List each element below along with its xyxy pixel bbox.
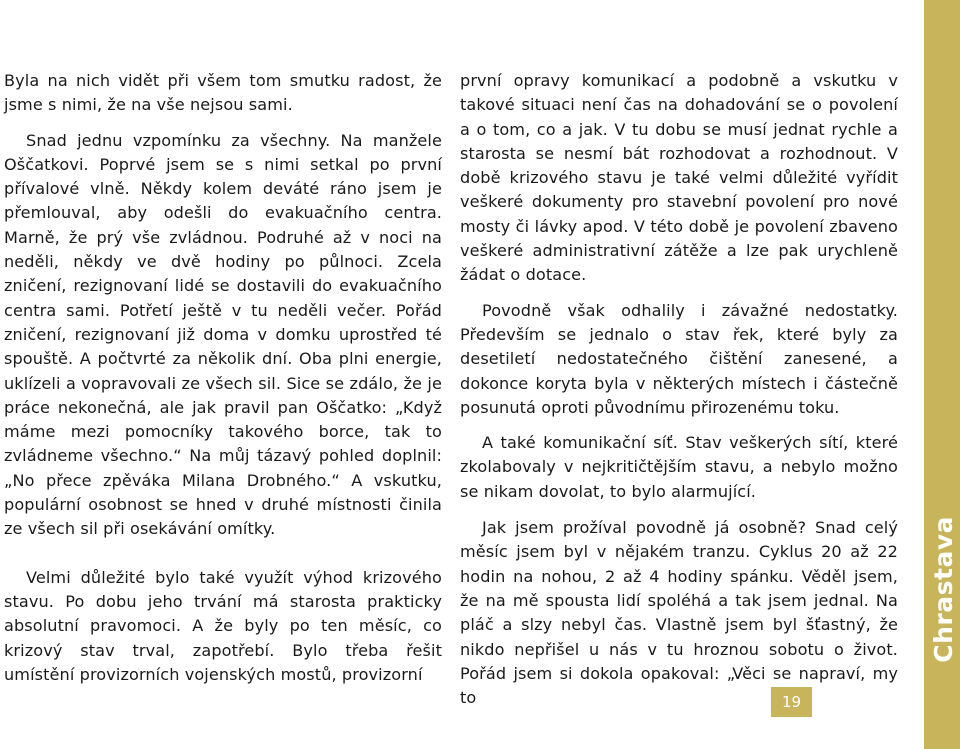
paragraph: první opravy komunikací a podobně a vskutku v takové situaci není čas na dohadování se o povolení a o tom, co a jak. V tu dobu se musí jednat rychle a starosta se nesmí bát rozhodovat a rozhodnout. V době krizového stavu je také velmi důležité vyřídit veškeré dokumenty pro stavební povolení pro nové mosty či lávky apod. V této době je povolení zbaveno veškeré administrativní zátěže a lze pak urychleně žádat o dotace. xyxy=(460,71,898,285)
paragraph: A také komunikační síť. Stav veškerých sítí, které zkolabovaly v nejkritičtějším stavu, a nebylo možno se nikam dovolat, to bylo alarmující. xyxy=(460,433,898,501)
paragraph: Povodně však odhalily i závažné nedostatky. Především se jednalo o stav řek, které byly za desetiletí nedostatečného čištění zanesené, a dokonce koryta byla v některých místech i částečně posunutá oproti původnímu přirozenému toku. xyxy=(460,300,898,417)
right-text-column xyxy=(460,69,898,710)
paragraph: Snad jednu vzpomínku za všechny. Na manžele Oščatkovi. Poprvé jsem se s nimi setkal po první přívalové vlně. Někdy kolem deváté ráno jsem je přemlouval, aby odešli do evakuačního centra. Marně, že prý vše zvládnou. Podruhé až v noci na neděli, někdy ve dvě hodiny po půlnoci. Zcela zničení, rezignovaní lidé se dostavili do evakuačního centra sami. Potřetí ještě v tu neděli večer. Pořád zničení, rezignovaní již doma v domku uprostřed té spouště. A počtvrté za několik dní. Oba plni energie, uklízeli a vopravovali ze všech sil. Sice se zdálo, že je práce nekonečná, ale jak pravil pan Oščatko: „Když máme mezi pomocníky takového borce, tak to zvládneme všechno.“ Na můj tázavý pohled doplnil: „No přece zpěváka Milana Drobného.“ A vskutku, populární osobnost se hned v druhé místnosti činila ze všech sil při osekávání omítky. xyxy=(4,130,442,539)
left-text-column xyxy=(4,69,442,687)
paragraph: Jak jsem prožíval povodně já osobně? Snad celý měsíc jsem byl v nějakém tranzu. Cyklus 20 až 22 hodin na nohou, 2 až 4 hodiny spánku. Věděl jsem, že na mě spousta lidí spoléhá a tak jsem jednal. Na pláč a slzy nebyl čas. Vlastně jsem byl šťastný, že nikdo nepřišel u nás v tu hroznou sobotu o život. Pořád jsem si dokola opakoval: „Věci se napraví, my to xyxy=(460,518,898,708)
page-number: 19 xyxy=(771,687,812,717)
side-label: Chrastava xyxy=(929,516,958,663)
paragraph: Velmi důležité bylo také využít výhod krizového stavu. Po dobu jeho trvání má starosta prakticky absolutní pravomoci. A že byly po ten měsíc, co krizový stav trval, zapotřebí. Bylo třeba řešit umístění provizorních vojenských mostů, provizorní xyxy=(4,567,442,684)
paragraph: Byla na nich vidět při všem tom smutku radost, že jsme s nimi, že na vše nejsou sami. xyxy=(4,71,442,115)
side-bar xyxy=(924,0,960,749)
